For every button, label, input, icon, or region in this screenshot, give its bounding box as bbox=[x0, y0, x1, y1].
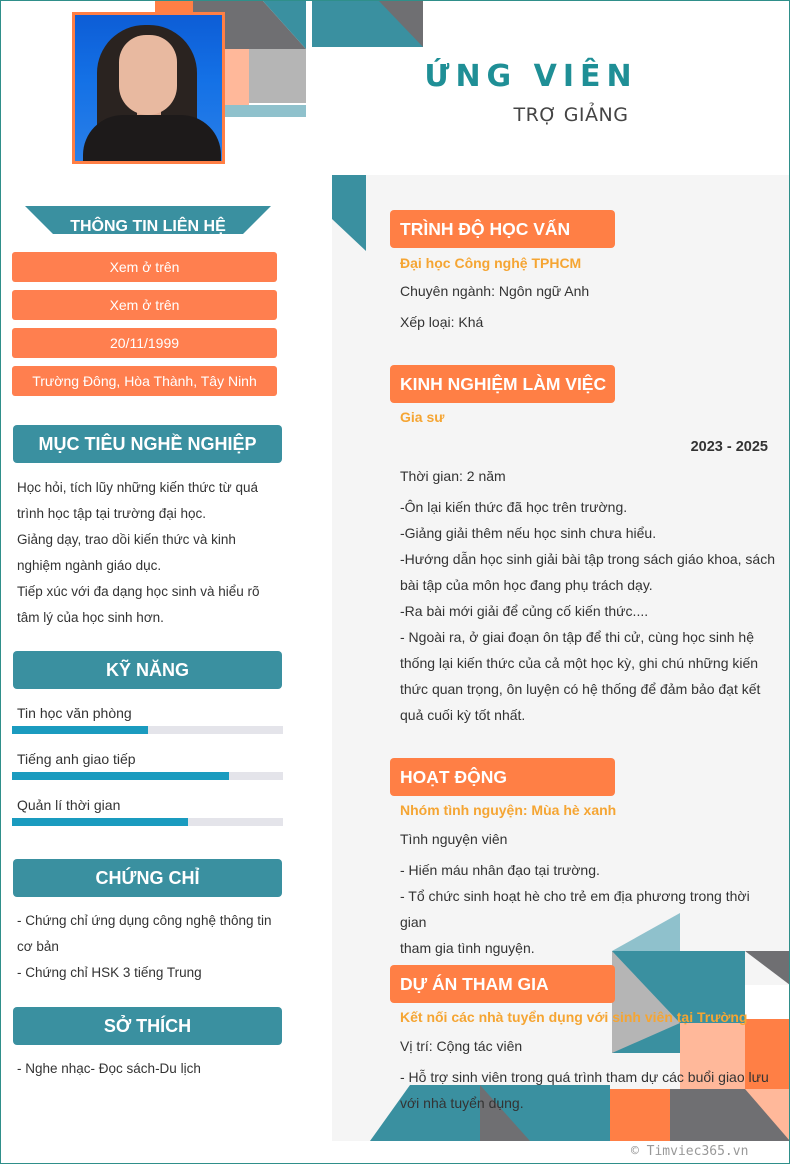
experience-description: -Ôn lại kiến thức đã học trên trường. -Giảng giải thêm nếu học sinh chưa hiểu. -Hướng dẫn học sinh giải bài tập trong sách giáo khoa, sách bài tập của môn học đang phụ trách dạy. -Ra bài mới giải để củng cố kiến thức.... - Ngoài ra, ở giai đoạn ôn tập để thi cử, cùng học sinh hệ thống lại kiến thức của cả một học kỳ, ghi chú những kiến thức quan trọng, ôn luyện có hệ thống để đảm bảo đạt kết quả cuối kỳ tốt nhất. bbox=[400, 499, 776, 723]
projects-role: Vị trí: Cộng tác viên bbox=[400, 1038, 523, 1054]
corner-triangle-decoration bbox=[332, 175, 368, 251]
projects-name: Kết nối các nhà tuyển dụng với sinh viên tại Trường bbox=[400, 1009, 748, 1025]
certificates-text: - Chứng chỉ ứng dụng công nghệ thông tin cơ bản - Chứng chỉ HSK 3 tiếng Trung bbox=[17, 913, 272, 980]
projects-description: - Hỗ trợ sinh viên trong quá trình tham dự các buổi giao lưu với nhà tuyển dụng. bbox=[400, 1069, 769, 1111]
skill-bar-fill bbox=[12, 772, 229, 780]
activities-role: Tình nguyện viên bbox=[400, 831, 508, 847]
hobbies-heading: SỞ THÍCH bbox=[13, 1007, 282, 1045]
skill-bar-fill bbox=[12, 726, 148, 734]
candidate-name: ỨNG VIÊN bbox=[424, 59, 638, 94]
objective-heading: MỤC TIÊU NGHỀ NGHIỆP bbox=[13, 425, 282, 463]
activities-heading: HOẠT ĐỘNG bbox=[390, 758, 615, 796]
certificates-heading: CHỨNG CHỈ bbox=[13, 859, 282, 897]
experience-role: Gia sư bbox=[400, 409, 445, 425]
contact-heading bbox=[13, 206, 283, 234]
hobbies-text: - Nghe nhạc- Đọc sách-Du lịch bbox=[17, 1061, 201, 1076]
site-watermark: © Timviec365.vn bbox=[631, 1144, 749, 1159]
profile-photo bbox=[72, 12, 225, 164]
job-position: TRỢ GIẢNG bbox=[513, 104, 629, 126]
skill-bar bbox=[12, 772, 283, 780]
education-major: Chuyên ngành: Ngôn ngữ Anh bbox=[400, 283, 590, 299]
experience-heading: KINH NGHIỆM LÀM VIỆC bbox=[390, 365, 615, 403]
projects-heading: DỰ ÁN THAM GIA bbox=[390, 965, 615, 1003]
activities-description: - Hiến máu nhân đạo tại trường. - Tổ chức sinh hoạt hè cho trẻ em địa phương trong thời gian tham gia tình nguyện. bbox=[400, 862, 750, 956]
skill-label: Quản lí thời gian bbox=[17, 797, 121, 813]
experience-duration: Thời gian: 2 năm bbox=[400, 468, 506, 484]
education-school: Đại học Công nghệ TPHCM bbox=[400, 255, 582, 271]
skill-bar bbox=[12, 818, 283, 826]
contact-phone: Xem ở trên bbox=[12, 252, 277, 282]
contact-birthday: 20/11/1999 bbox=[12, 328, 277, 358]
skill-bar bbox=[12, 726, 283, 734]
skill-label: Tiếng anh giao tiếp bbox=[17, 751, 136, 767]
skills-heading: KỸ NĂNG bbox=[13, 651, 282, 689]
skill-bar-fill bbox=[12, 818, 188, 826]
experience-period: 2023 - 2025 bbox=[690, 439, 768, 455]
objective-text: Học hỏi, tích lũy những kiến thức từ quá trình học tập tại trường đại học. Giảng dạy, trao dồi kiến thức và kinh nghiệm ngành giáo dục. Tiếp xúc với đa dạng học sinh và hiểu rõ tâm lý của học sinh hơn. bbox=[17, 480, 260, 625]
skill-label: Tin học văn phòng bbox=[17, 705, 132, 721]
activities-org: Nhóm tình nguyện: Mùa hè xanh bbox=[400, 802, 617, 818]
contact-heading-text: THÔNG TIN LIÊN HỆ bbox=[70, 218, 226, 235]
education-heading: TRÌNH ĐỘ HỌC VẤN bbox=[390, 210, 615, 248]
contact-address: Trường Đông, Hòa Thành, Tây Ninh bbox=[12, 366, 277, 396]
contact-email: Xem ở trên bbox=[12, 290, 277, 320]
education-grade: Xếp loại: Khá bbox=[400, 314, 484, 330]
